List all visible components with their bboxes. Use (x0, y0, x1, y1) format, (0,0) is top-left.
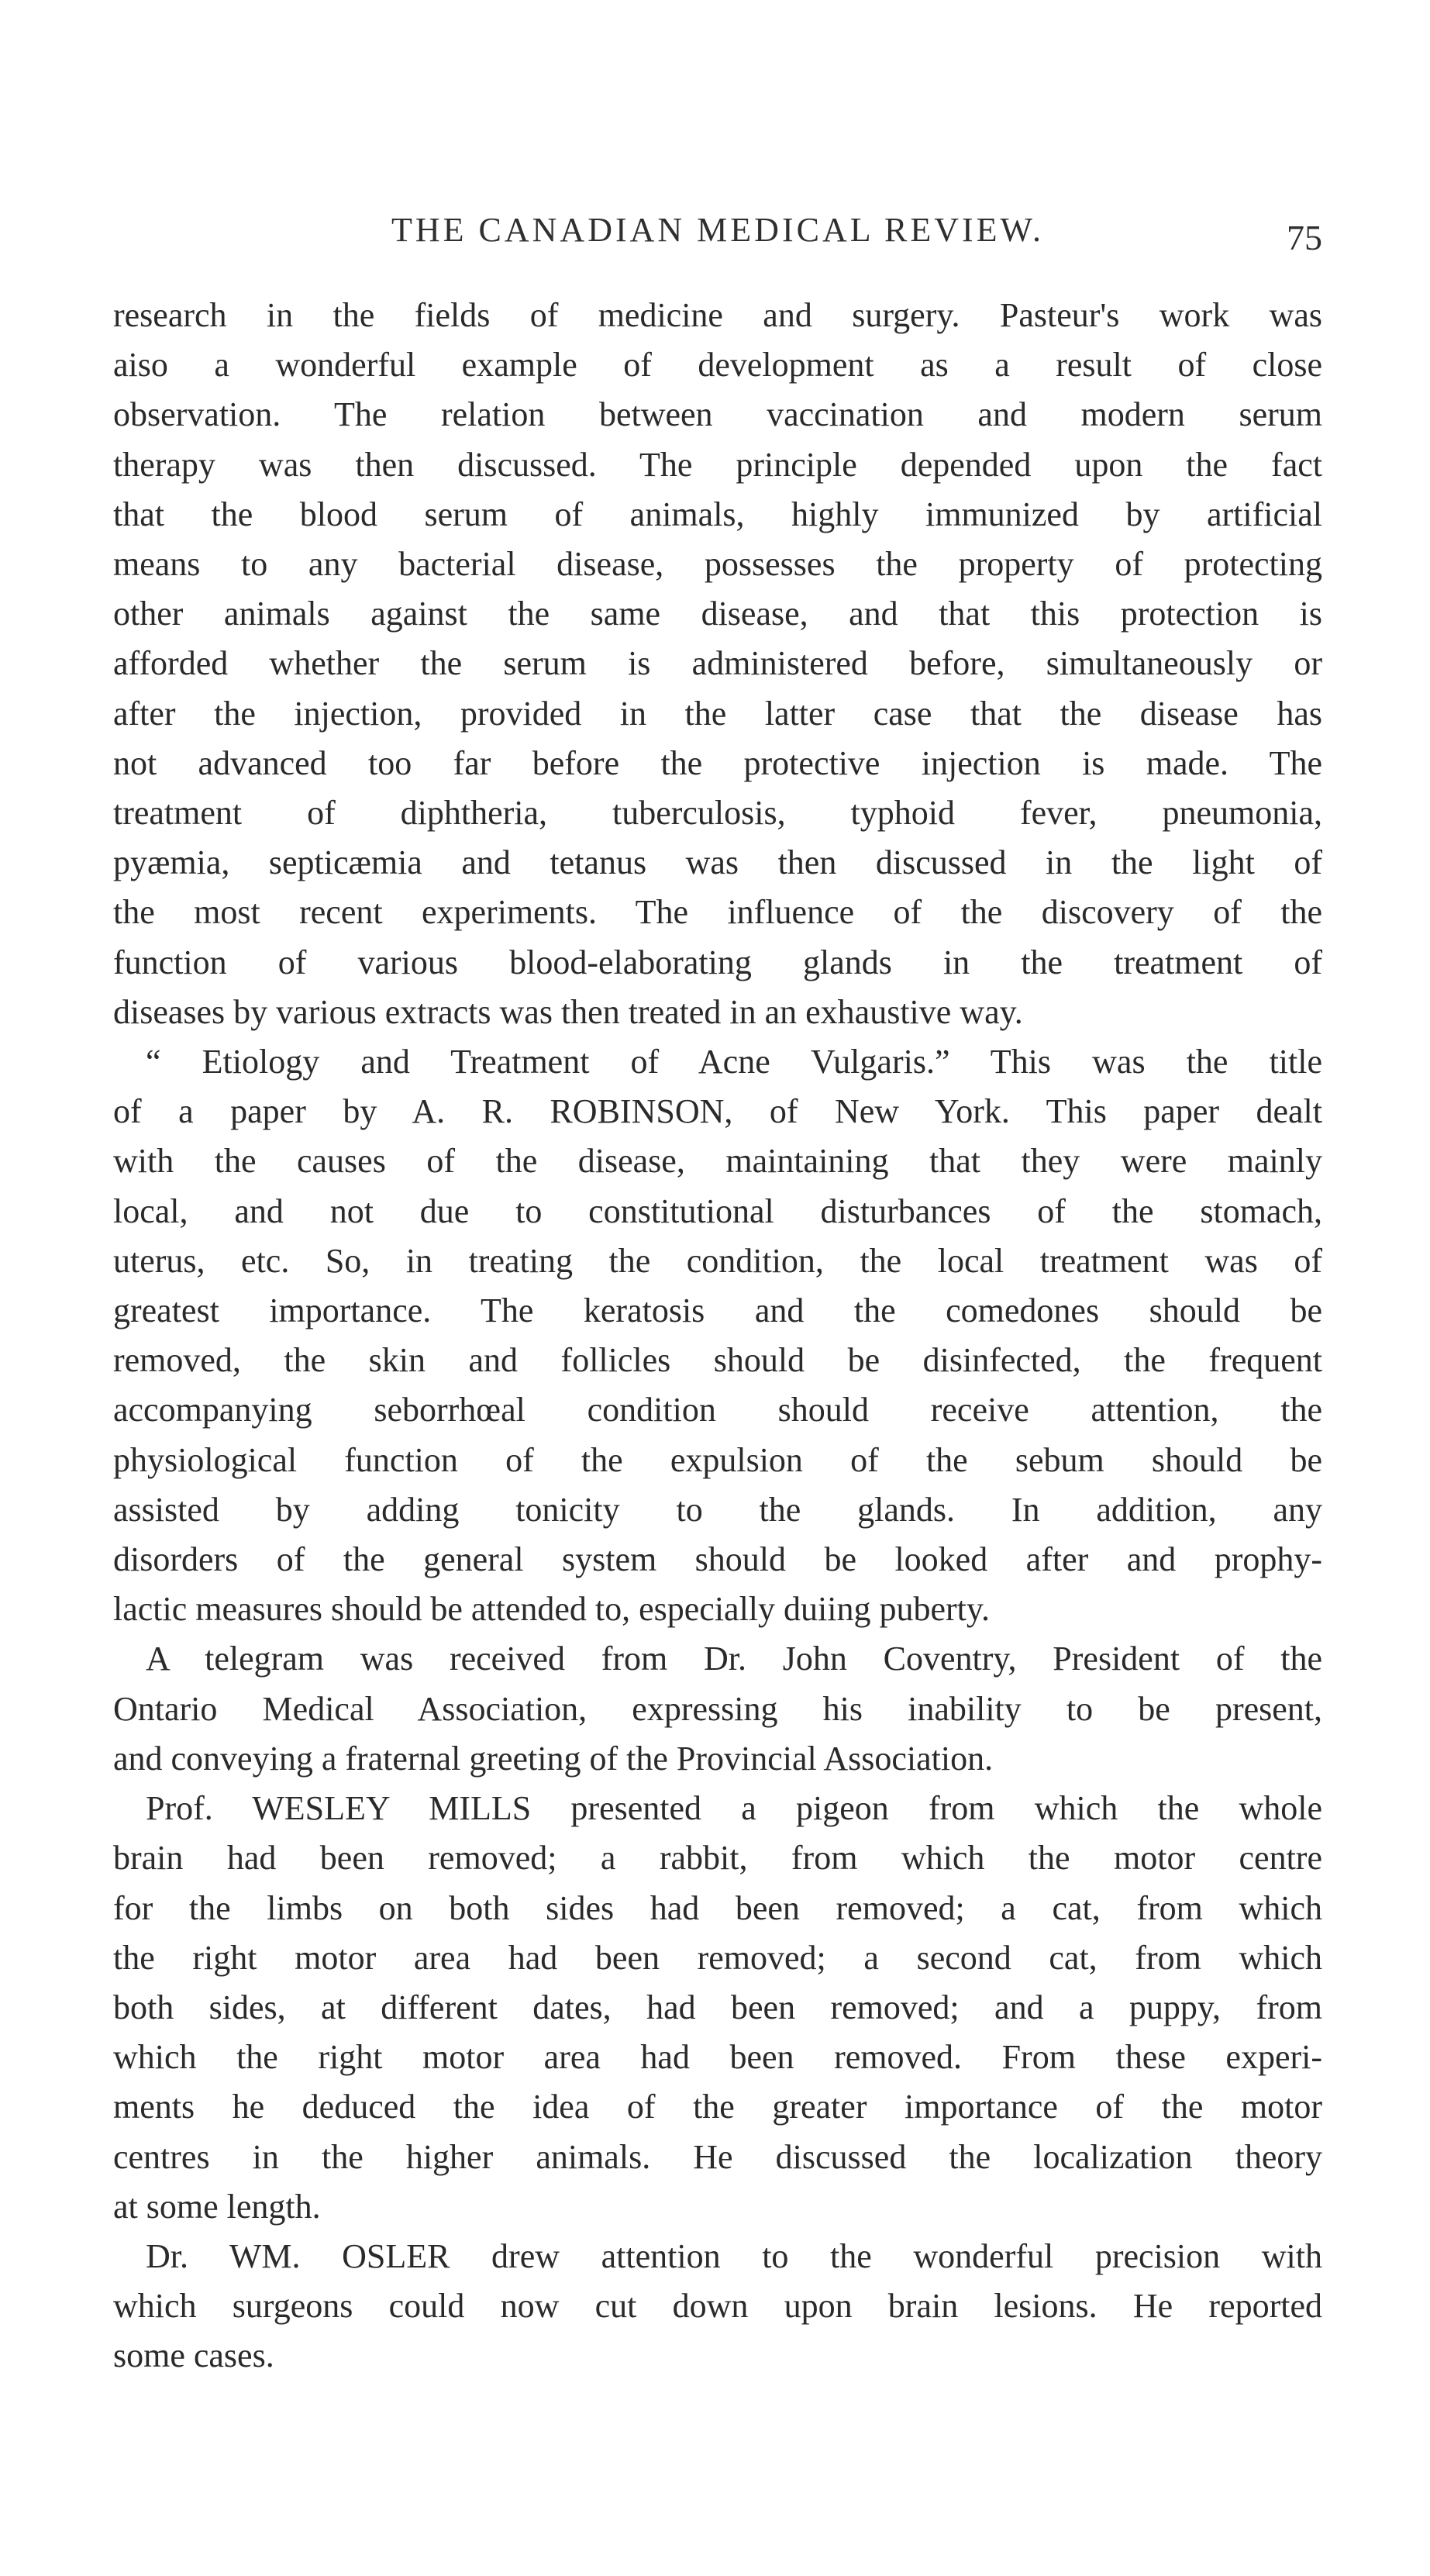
text-line: A telegram was received from Dr. John Coventry, President of the (146, 1640, 1322, 1678)
text-line: other animals against the same disease, and that this protection is (113, 595, 1322, 633)
text-line: observation. The relation between vaccination and modern serum (113, 395, 1322, 434)
text-line: brain had been removed; a rabbit, from which the motor centre (113, 1839, 1322, 1878)
text-line: and conveying a fraternal greeting of the Provincial Association. (113, 1739, 994, 1778)
text-line: which surgeons could now cut down upon brain lesions. He reported (113, 2287, 1322, 2326)
text-line: lactic measures should be attended to, especially duiing puberty. (113, 1590, 991, 1629)
text-line: means to any bacterial disease, possesses the property of protecting (113, 545, 1322, 584)
text-line: aіso a wonderful example of development as a result of close (113, 346, 1322, 385)
text-line: for the limbs on both sides had been removed; a cat, from which (113, 1888, 1322, 1927)
page-number: 75 (1287, 218, 1322, 257)
text-line: assisted by adding tonicity to the glands. In addition, any (113, 1490, 1322, 1529)
text-line: both sides, at different dates, had been removed; and a puppy, from (113, 1988, 1322, 2026)
text-line: therapy was then discussed. The principle depended upon the fact (113, 445, 1322, 484)
text-line: research in the fields of medicine and surgery. Pasteur's work was (113, 296, 1322, 334)
text-line: some cases. (113, 2336, 274, 2375)
text-line: function of various blood-elaborating glands in the treatment of (113, 943, 1322, 981)
text-line: Ontario Medical Association, expressing his inability to be present, (113, 1689, 1322, 1728)
text-line: the most recent experiments. The influence of the discovery of the (113, 893, 1322, 932)
paragraph (113, 1037, 1322, 1634)
body-text (113, 291, 1322, 2381)
running-head: THE CANADIAN MEDICAL REVIEW. (391, 211, 1044, 249)
text-line: disorders of the general system should be looked after and prophy- (113, 1540, 1322, 1579)
text-line: physiological function of the expulsion of the sebum should be (113, 1440, 1322, 1479)
text-line: that the blood serum of animals, highly immunized by artificial (113, 495, 1322, 533)
text-line: local, and not due to constitutional disturbances of the stomach, (113, 1191, 1322, 1230)
text-line: the right motor area had been removed; a second cat, from which (113, 1938, 1322, 1977)
text-line: pyæmia, septicæmia and tetanus was then discussed in the light of (113, 843, 1322, 882)
text-line: Prof. WESLEY MILLS presented a pigeon from which the whole (146, 1789, 1322, 1828)
text-line: diseases by various extracts was then treated in an exhaustive way. (113, 992, 1023, 1031)
text-line: centres in the higher animals. He discussed the localization theory (113, 2137, 1322, 2176)
text-line: which the right motor area had been removed. From these experi- (113, 2038, 1322, 2077)
text-line: treatment of diphtheria, tuberculosis, typhoid fever, pneumonia, (113, 794, 1322, 833)
text-line: of a paper by A. R. ROBINSON, of New York. This paper dealt (113, 1092, 1322, 1131)
text-line: uterus, etc. So, in treating the condition, the local treatment was of (113, 1241, 1322, 1280)
text-line: after the injection, provided in the latter case that the disease has (113, 694, 1322, 733)
paragraph (113, 1784, 1322, 2232)
text-line: Dr. WM. OSLER drew attention to the wonderful precision with (146, 2236, 1322, 2275)
text-line: removed, the skin and follicles should be disinfected, the frequent (113, 1341, 1322, 1380)
text-line: afforded whether the serum is administered before, simultaneously or (113, 644, 1322, 683)
paragraph (113, 2232, 1322, 2381)
text-line: ments he deduced the idea of the greater importance of the motor (113, 2088, 1322, 2126)
paragraph-list (113, 291, 1322, 2381)
text-line: with the causes of the disease, maintaining that they were mainly (113, 1142, 1322, 1181)
paragraph (113, 291, 1322, 1037)
text-line: accompanying seborrhœal condition should receive attention, the (113, 1391, 1322, 1429)
text-line: greatest importance. The keratosis and the comedones should be (113, 1291, 1322, 1330)
paragraph (113, 1634, 1322, 1784)
text-line: at some length. (113, 2187, 321, 2226)
text-line: “ Etiology and Treatment of Acne Vulgaris.” This was the title (146, 1043, 1322, 1081)
text-line: not advanced too far before the protective injection is made. The (113, 743, 1322, 782)
page-header (113, 203, 1322, 257)
